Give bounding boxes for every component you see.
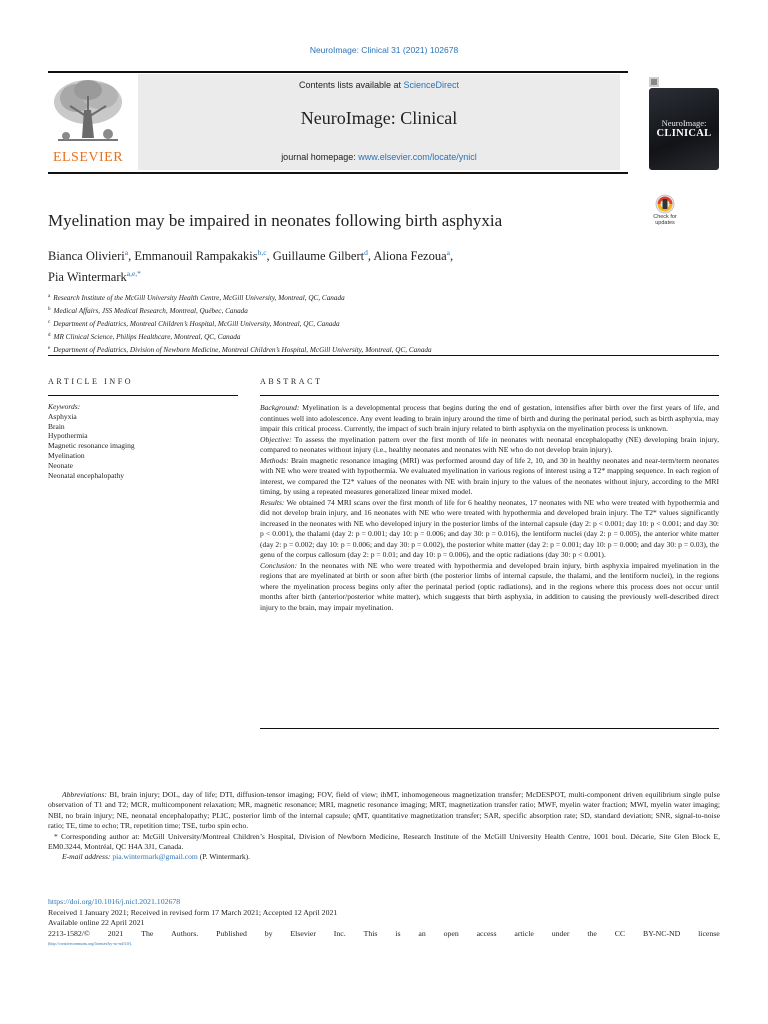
check-updates-label: Check for updates [653,214,677,226]
abstract-bottom-rule [260,728,719,729]
homepage-link[interactable]: www.elsevier.com/locate/ynicl [358,152,477,162]
cover-corner-icon [649,74,659,84]
keyword: Neonate [48,460,73,470]
cover-title-line2: CLINICAL [656,128,712,139]
license-url[interactable]: (http://creativecommons.org/licenses/by-nc-nd/4.0/). [48,941,133,946]
publication-info [48,897,720,950]
elsevier-wordmark: ELSEVIER [52,150,124,165]
affiliation: $^b$ Medical Affairs, JSS Medical Research, Montreal, Québec, Canada [48,307,248,315]
email-footnote: E-mail address: pia.wintermark@gmail.com (P. Wintermark). [62,852,251,862]
affiliation: $^e$ Department of Pediatrics, Division of Newborn Medicine, Montreal Children’s Hospital, McGill University, Montreal, QC, Canada [48,346,432,354]
journal-cover-image[interactable] [649,88,719,170]
license-statement: 2213-1582/© 2021 The Authors. Published by Elsevier Inc. This is an open access article under the CC BY-NC-ND license [48,928,720,938]
abstract-background: Background: Myelination is a developmental process that begins during the end of gestation, intensifies after birth over the first years of life, and continues well into adolescence. Any event leading to brain injury around the time of birth and during the perinatal period, such as birth asphyxia, may impair this critical process. Currently, the impact of such brain injury related to birth asphyxia on the myelination process is unknown. [260,403,719,433]
affiliation: $^c$ Department of Pediatrics, Montreal Children’s Hospital, McGill University, Montreal, QC, Canada [48,320,340,328]
keyword: Asphyxia [48,411,77,421]
header-bottom-rule [48,172,628,174]
article-info-heading: ARTICLE INFO [48,377,134,386]
sciencedirect-link[interactable]: ScienceDirect [403,80,460,90]
author-list: Bianca Olivieri$^a$, Emmanouil Rampakakis$^{b,c}$, Guillaume Gilbert$^d$, Aliona Fezoua$^a$, Pia Wintermark$^{a,e,*}$ [48,248,454,284]
running-journal-header[interactable]: NeuroImage: Clinical 31 (2021) 102678 [309,45,459,55]
author[interactable]: Aliona Fezoua$^a$ [373,248,450,263]
keyword: Neonatal encephalopathy [48,470,125,480]
keyword: Brain [48,421,65,431]
abstract-heading: ABSTRACT [260,377,323,386]
contents-prefix: Contents lists available at [298,80,404,90]
author[interactable]: Guillaume Gilbert$^d$ [272,248,368,263]
affiliation: $^d$ MR Clinical Science, Philips Healthcare, Montreal, QC, Canada [48,333,241,341]
cover-title-line1: NeuroImage: [661,118,707,128]
abstract-objective: Objective: To assess the myelination pattern over the first month of life in neonates with neonatal encephalopathy (NE) developing brain injury, compared to neonates without injury (i.e., healthy neonates and neonates with NE who do not develop brain injury). [260,434,719,454]
journal-homepage [138,152,620,162]
abstract-rule [260,395,719,396]
footnotes [48,790,720,863]
header-top-rule [48,71,628,73]
article-title: Myelination may be impaired in neonates following birth asphyxia [48,211,503,230]
check-updates-icon [646,194,684,214]
section-rule [48,355,719,356]
author[interactable]: Emmanouil Rampakakis$^{b,c}$ [134,248,267,263]
keywords-label: Keywords: [48,402,81,411]
keywords-block [48,402,238,480]
abstract-body [260,403,719,613]
email-link[interactable]: pia.wintermark@gmail.com [112,852,198,862]
online-date: Available online 22 April 2021 [48,918,145,927]
abstract-methods: Methods: Brain magnetic resonance imaging (MRI) was performed around day of life 2, 10, and 30 in healthy neonates and near-term/term neonates with NE who were treated with hypothermia. We evaluated myelination in various regions of interest using a T2* mapping sequence. In each region of interest, we compared the T2* values of the neonates with NE with brain injury to the values of the neonates without injury, according to the MRI timing, by using a repeated measures generalized linear mixed model. [260,455,719,496]
author[interactable]: Pia Wintermark$^{a,e,*}$ [48,269,141,284]
keyword: Hypothermia [48,431,88,441]
contents-line [138,80,620,90]
journal-title: NeuroImage: Clinical [300,108,458,128]
affiliation: $^a$ Research Institute of the McGill University Health Centre, McGill University, Montreal, QC, Canada [48,294,345,302]
check-for-updates-badge[interactable] [646,194,684,230]
article-info-rule [48,395,238,396]
abbreviations-footnote: Abbreviations: BI, brain injury; DOL, day of life; DTI, diffusion-tensor imaging; FOV, field of view; ihMT, inhomogeneous magnetization transfer; McDESPOT, multi-component driven equilibrium single pulse observation of T1 and T2; MCR, multicomponent relaxation; MR, magnetic resonance; MRI, magnetic resonance imaging; MRT, magnetization transfer ratio; MWF, myelin water fraction; MWI, myelin water imaging; NBI, no brain injury; NE, neonatal encephalopathy; PLIC, posterior limb of the internal capsule; qMT, quantitative magnetization transfer; SAR, specific absorption rate; SD, standard deviation; SNR, signal-to-noise ratio; TE, time to echo; TR, repetition time; TSE, turbo spin echo. [48,790,720,831]
homepage-prefix: journal homepage: [281,152,359,162]
doi-link[interactable]: https://doi.org/10.1016/j.nicl.2021.102678 [48,897,181,906]
keyword: Myelination [48,450,85,460]
abstract-results: Results: We obtained 74 MRI scans over the first month of life for 6 healthy neonates, 17 neonates with NE who were treated with hypothermia and did not develop brain injury, and 16 neonates with NE who were treated with hypothermia and developed brain injury. The T2* values significantly increased in the neonates with NE who developed injury in the posterior limbs of the internal capsule (day 2: p < 0.001; day 10: p < 0.001; and day 30: p < 0.001), the thalami (day 2: p = 0.001; day 10: p = 0.006; and day 30: p = 0.016), the lentiform nuclei (day 2: p = 0.005), the anterior white matter (day 2: p = 0.002; day 10: p = 0.006; and day 30: p = 0.002), the posterior white matter (day 2: p = 0.001; day 10: p = 0.000; and day 30: p = 0.03), the genu of the corpus callosum (day 2: p = 0.01; and day 10: p = 0.006), and the optic radiations (day 30: p < 0.001). [260,497,719,559]
corresponding-author-footnote: * Corresponding author at: McGill University/Montreal Children’s Hospital, Division of Newborn Medicine, Research Institute of the McGill University Health Centre, 1001 boul. Décarie, Site Glen Block E, EM0.3244, Montréal, QC H4A 3J1, Canada. [48,831,720,852]
received-dates: Received 1 January 2021; Received in revised form 17 March 2021; Accepted 12 April 2021 [48,907,338,917]
keyword: Magnetic resonance imaging [48,441,135,451]
author[interactable]: Bianca Olivieri$^a$ [48,248,129,263]
abstract-conclusion: Conclusion: In the neonates with NE who were treated with hypothermia and developed brain injury, birth asphyxia impaired myelination in the regions that are myelinated at birth or soon after birth (the posterior limbs of internal capsule, the thalami, and the lentiform nuclei), in the regions where the myelination process begins only after the perinatal period (optic radiations), and in the regions where this process does not occur until months after birth (anterior/posterior white matter), which suggests that birth asphyxia, in addition to causing the previously well-described direct injury to the brain, may impair myelination. [260,560,719,612]
affiliation-list [48,291,728,356]
